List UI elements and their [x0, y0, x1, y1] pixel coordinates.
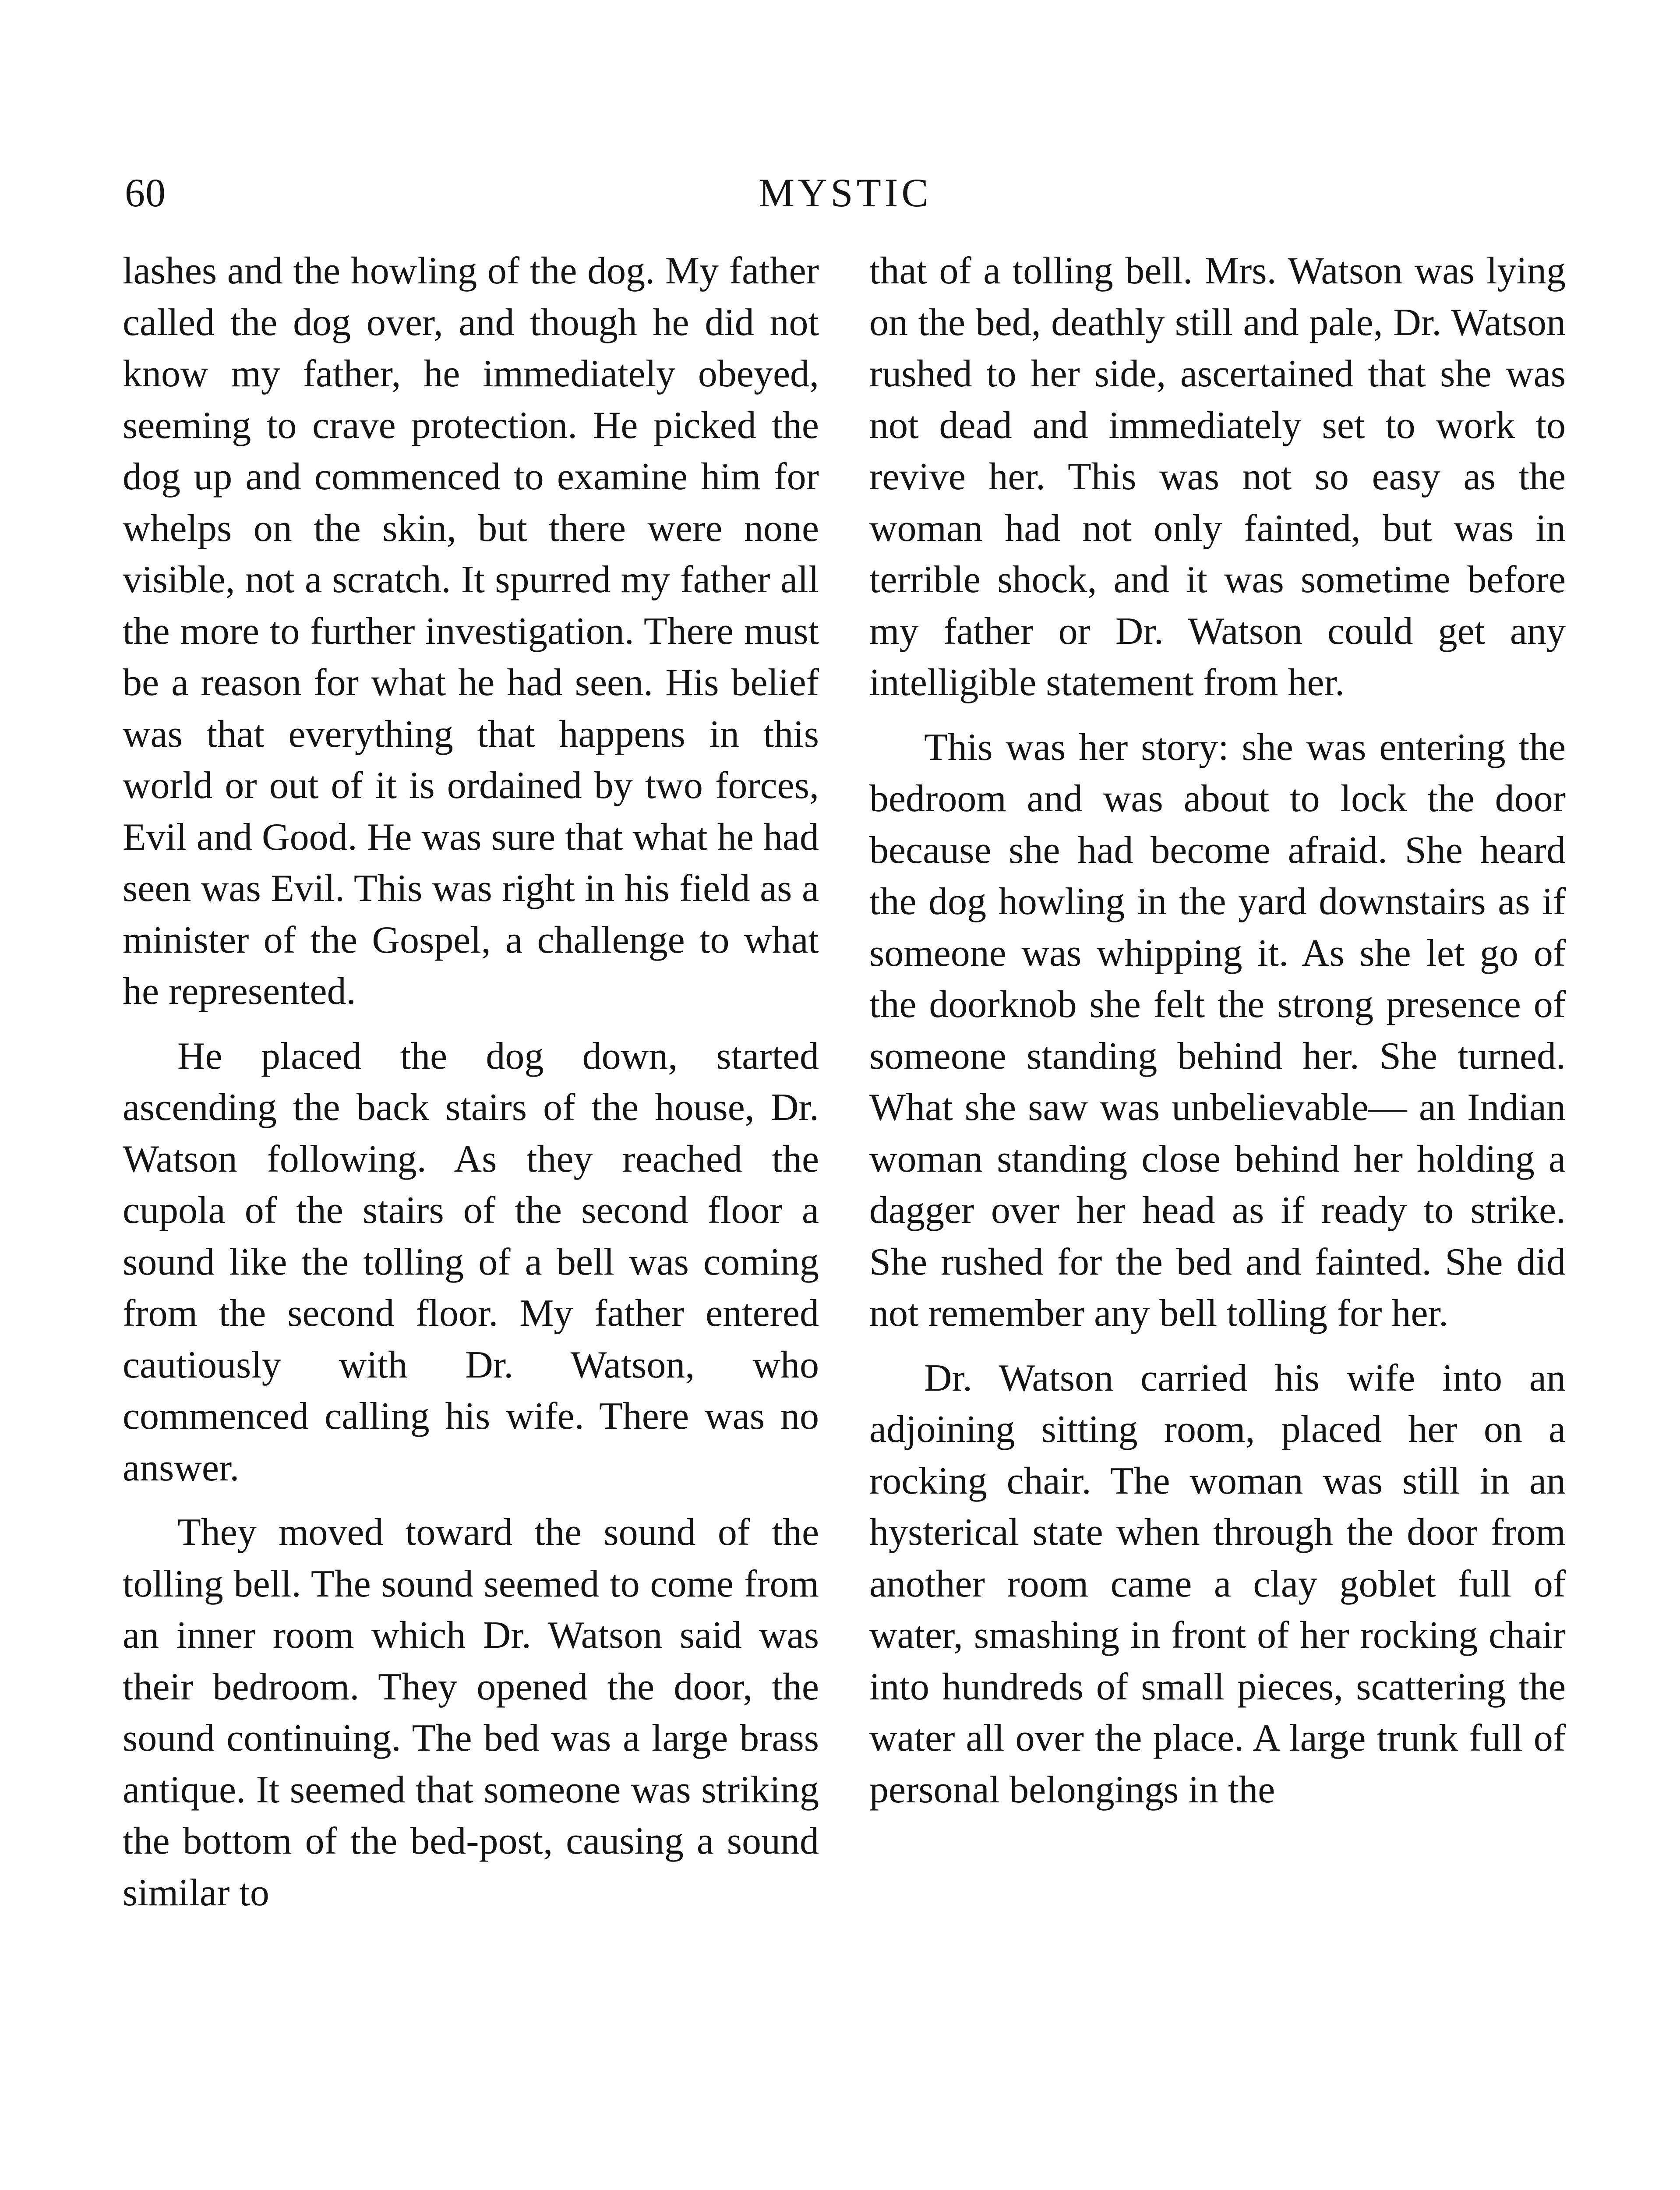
paragraph: that of a tolling bell. Mrs. Watson was lying on the bed, deathly still and pale, Dr. Watson rushed to her side, ascertained that she was not dead and immediately set to work to revive her. This was not so easy as the woman had not only fainted, but was in terrible shock, and it was sometime before my father or Dr. Watson could get any intelligible statement from her.	[869, 250, 1566, 704]
page-number: 60	[125, 170, 166, 215]
right-text-column	[869, 245, 1566, 1816]
paragraph: Dr. Watson carried his wife into an adjoining sitting room, placed her on a rocking chair. The woman was still in an hysterical state when through the door from another room came a clay goblet full of water, smashing in front of her rocking chair into hundreds of small pieces, scattering the water all over the place. A large trunk full of personal belongings in the	[869, 1356, 1566, 1811]
page-header	[125, 162, 1566, 223]
paragraph: lashes and the howling of the dog. My father called the dog over, and though he did not know my father, he immediately obeyed, seeming to crave protection. He picked the dog up and commenced to examine him for whelps on the skin, but there were none visible, not a scratch. It spurred my father all the more to further investigation. There must be a reason for what he had seen. His belief was that everything that happens in this world or out of it is ordained by two forces, Evil and Good. He was sure that what he had seen was Evil. This was right in his field as a minister of the Gospel, a challenge to what he represented.	[123, 250, 819, 1013]
paragraph: This was her story: she was entering the bedroom and was about to lock the door because she had become afraid. She heard the dog howling in the yard downstairs as if someone was whipping it. As she let go of the doorknob she felt the strong presence of someone standing behind her. She turned. What she saw was unbelievable— an Indian woman standing close behind her holding a dagger over her head as if ready to strike. She rushed for the bed and fainted. She did not remember any bell tolling for her.	[869, 726, 1566, 1335]
running-title: MYSTIC	[759, 170, 932, 215]
paragraph: They moved toward the sound of the tolling bell. The sound seemed to come from an inner room which Dr. Watson said was their bedroom. They opened the door, the sound continuing. The bed was a large brass antique. It seemed that someone was striking the bottom of the bed-post, causing a sound similar to	[123, 1511, 819, 1914]
left-text-column	[123, 245, 819, 1918]
paragraph: He placed the dog down, started ascending the back stairs of the house, Dr. Watson following. As they reached the cupola of the stairs of the second floor a sound like the tolling of a bell was coming from the second floor. My father entered cautiously with Dr. Watson, who commenced calling his wife. There was no answer.	[123, 1035, 819, 1489]
